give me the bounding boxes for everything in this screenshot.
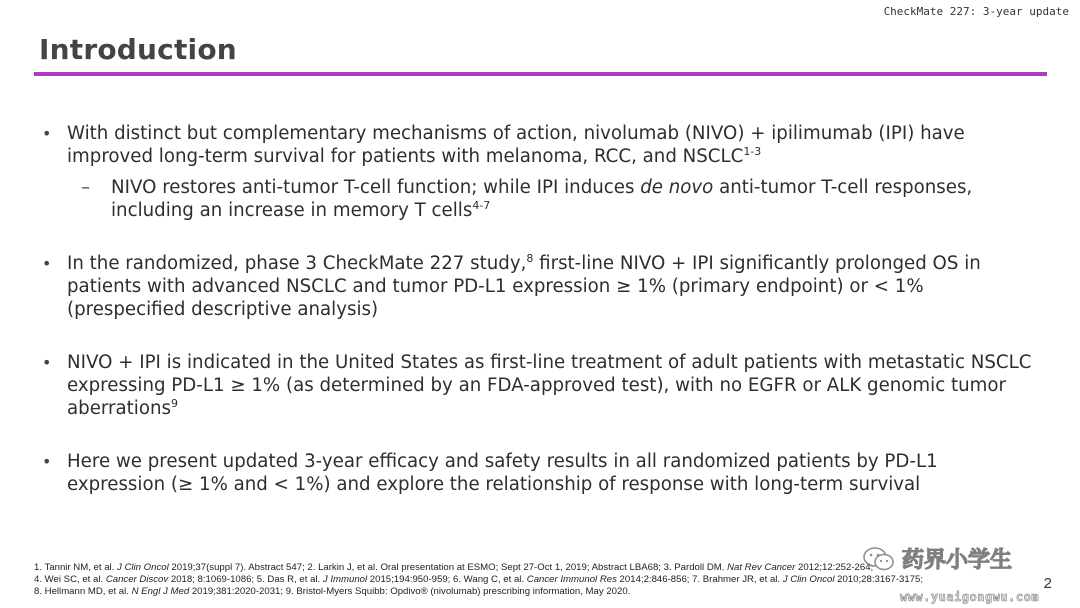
ref-text: 2010;28:3167-3175;: [834, 574, 924, 585]
watermark: [862, 543, 1012, 574]
bullet-list: [40, 122, 1040, 496]
bullet-text-post: first-line NIVO + IPI significantly prolonged OS in patients with advanced NSCLC and tumor PD-L1 expression ≥ 1% (primary endpoint) or < 1% (prespecified descriptive analysis): [67, 253, 981, 320]
citation-sup: 8: [526, 251, 534, 265]
sub-bullet-item: [40, 176, 1040, 222]
reference-line: [34, 574, 1034, 586]
sub-bullet-dash: –: [81, 177, 91, 198]
title-underline: [34, 72, 1047, 76]
citation-sup: 4-7: [472, 198, 491, 212]
ref-text: 2012;12:252-264;: [795, 562, 874, 573]
citation-sup: 1-3: [743, 144, 762, 158]
ref-journal: Cancer Discov: [105, 574, 169, 585]
bullet-dot: •: [42, 353, 52, 372]
ref-journal: J Clin Oncol: [782, 574, 835, 585]
sub-bullet-text-pre: NIVO restores anti-tumor T-cell function; while IPI induces: [111, 177, 641, 198]
bullet-item: [40, 122, 1040, 168]
reference-line: [34, 586, 1034, 598]
slide-title: Introduction: [39, 33, 237, 66]
ref-journal: Cancer Immunol Res: [526, 574, 617, 585]
bullet-item: [40, 351, 1040, 420]
ref-journal: N Engl J Med: [131, 586, 190, 597]
watermark-text: 药界小学生: [902, 548, 1013, 573]
bullet-dot: •: [42, 254, 52, 273]
wechat-icon: [862, 546, 896, 572]
ref-text: 4. Wei SC, et al.: [34, 574, 106, 585]
ref-journal: J Immunol: [322, 574, 368, 585]
page-number: 2: [1043, 575, 1052, 592]
bullet-text: Here we present updated 3-year efficacy and safety results in all randomized patients by PD-L1 expression (≥ 1% and < 1%) and explore the relationship of response with long-term survival: [67, 451, 938, 495]
ref-journal: J Clin Oncol: [117, 562, 169, 573]
ref-text: 2015;194:950-959; 6. Wang C, et al.: [367, 574, 527, 585]
slide-header-tag: CheckMate 227: 3-year update: [883, 5, 1069, 18]
ref-text: 2019;381:2020-2031; 9. Bristol-Myers Squibb: Opdivo® (nivolumab) prescribing information, May 2020.: [189, 586, 631, 597]
bullet-dot: •: [42, 124, 52, 143]
sub-bullet-text-post: anti-tumor T-cell responses, including an increase in memory T cells: [111, 177, 973, 221]
citation-sup: 9: [170, 396, 178, 410]
watermark-url: www.yuaigongwu.com: [900, 590, 1040, 604]
bullet-text: With distinct but complementary mechanisms of action, nivolumab (NIVO) + ipilimumab (IPI) have improved long-term survival for patients with melanoma, RCC, and NSCLC: [67, 123, 965, 167]
ref-journal: Nat Rev Cancer: [727, 562, 796, 573]
bullet-text-pre: In the randomized, phase 3 CheckMate 227 study,: [67, 253, 527, 274]
bullet-item: [40, 450, 1040, 496]
ref-text: 8. Hellmann MD, et al.: [34, 586, 132, 597]
ref-text: 2019;37(suppl 7). Abstract 547; 2. Larkin J, et al. Oral presentation at ESMO; Sept 27-Oct 1, 2019; Abstract LBA68; 3. Pardoll DM.: [168, 562, 728, 573]
sub-bullet-text-italic: de novo: [640, 177, 714, 198]
bullet-dot: •: [42, 452, 52, 471]
ref-text: 2014;2:846-856; 7. Brahmer JR, et al.: [616, 574, 783, 585]
bullet-text: NIVO + IPI is indicated in the United States as first-line treatment of adult patients with metastatic NSCLC expressing PD-L1 ≥ 1% (as determined by an FDA-approved test), with no EGFR or ALK genomic tumor aberrations: [67, 352, 1032, 419]
bullet-item: [40, 252, 1040, 321]
ref-text: 2018; 8:1069-1086; 5. Das R, et al.: [168, 574, 323, 585]
ref-text: 1. Tannir NM, et al.: [34, 562, 118, 573]
